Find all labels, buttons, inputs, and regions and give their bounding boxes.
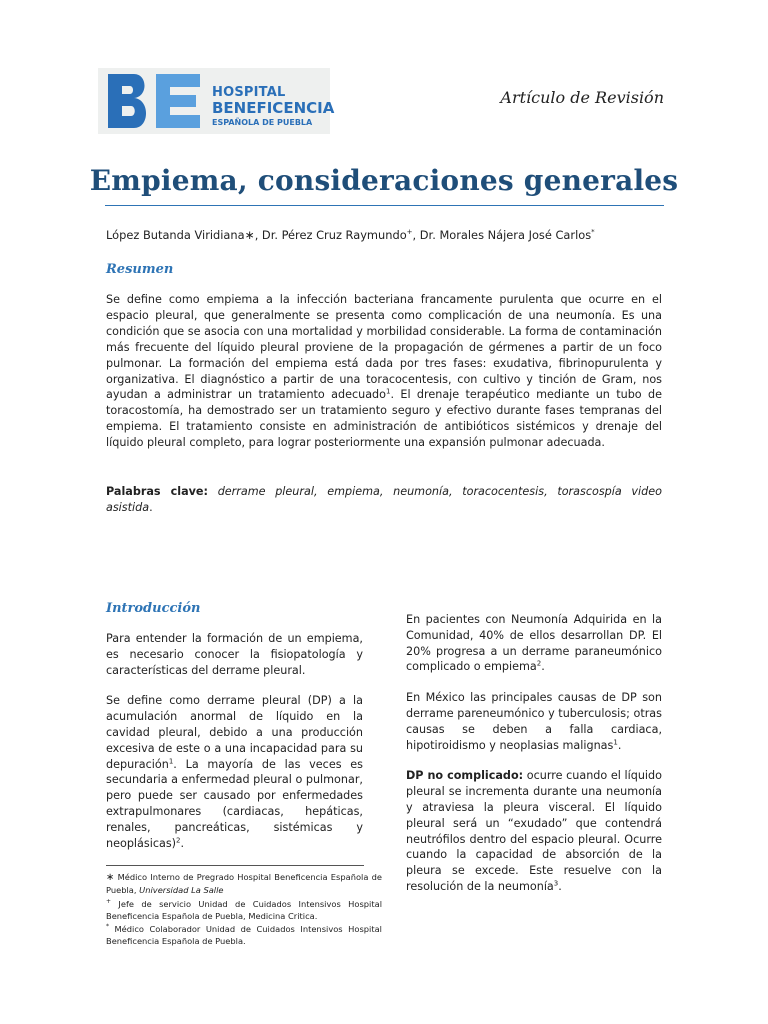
keywords-end: . (149, 501, 153, 514)
right-paragraph-1 (406, 612, 662, 675)
abstract-heading: Resumen (106, 262, 174, 277)
author-1: López Butanda Viridiana (106, 228, 245, 242)
intro-paragraph-2 (106, 693, 363, 851)
logo-text (212, 86, 334, 128)
logo-mark-icon (104, 70, 204, 132)
right-paragraph-3 (406, 768, 662, 894)
footnotes (106, 871, 382, 949)
intro-paragraph-1: Para entender la formación de un empiema, es necesario conocer la fisiopatología y características del derrame pleural. (106, 632, 363, 677)
keywords-list: derrame pleural, empiema, neumonía, toracocentesis, torascospía video asistida (106, 485, 662, 514)
right-column (406, 612, 662, 910)
footnote-3-text: Médico Colaborador Unidad de Cuidados Intensivos Hospital Beneficencia Española de Puebla. (106, 924, 382, 947)
intro-p2-ref-2: 2 (176, 835, 181, 844)
abstract-ref-1: 1 (386, 387, 391, 396)
footnote-2-mark: + (106, 897, 112, 905)
footnote-1-institution: Universidad La Salle (139, 885, 224, 896)
footnote-2 (106, 898, 382, 923)
keywords (106, 484, 662, 516)
author-3: , Dr. Morales Nájera José Carlos (412, 228, 592, 242)
intro-p2-text-a: Se define como derrame pleural (DP) a la acumulación anormal de líquido en la cavidad pleural, debido a una producción excesiva de este o a una incapacidad para su depuración (106, 694, 363, 771)
keywords-label: Palabras clave: (106, 485, 208, 498)
footnote-divider (106, 865, 364, 866)
article-title: Empiema, consideraciones generales (89, 164, 679, 197)
hospital-logo (98, 68, 335, 134)
right-p1-text: En pacientes con Neumonía Adquirida en la Comunidad, 40% de ellos desarrollan DP. El 20% progresa a un derrame paraneumónico complicado o empiema (406, 613, 662, 674)
right-p3-ref: 3 (553, 879, 559, 888)
footnote-1 (106, 871, 382, 897)
footnote-3-mark: * (106, 923, 109, 931)
intro-p2-text-b: . La mayoría de las veces es secundaria a enfermedad pleural o pulmonar, pero puede ser causado por enfermedades extrapulmonares (cardiacas, hepáticas, renales, pancreáticas, sistémicas y neoplásicas) (106, 757, 363, 850)
right-p2-text: En México las principales causas de DP son derrame pareneumónico y tuberculosis; otras causas se deben a falla cardiaca, hipotiroidismo y neoplasias malignas (406, 691, 662, 752)
dp-no-complicado-label: DP no complicado: (406, 769, 524, 783)
intro-p2-ref: 1 (168, 756, 174, 765)
right-p3-end: . (558, 879, 562, 893)
title-divider (105, 205, 664, 206)
footnote-1-text: Médico Interno de Pregrado Hospital Beneficencia Española de Puebla, (106, 872, 382, 896)
right-p1-end: . (541, 660, 545, 674)
abstract-text (106, 292, 662, 451)
author-2: , Dr. Pérez Cruz Raymundo (254, 228, 407, 242)
logo-line-beneficencia: BENEFICENCIA (212, 99, 335, 117)
footnote-1-mark: ∗ (106, 872, 115, 883)
logo-line-hospital: HOSPITAL (212, 85, 286, 100)
footnote-3 (106, 923, 382, 948)
abstract-part-1: Se define como empiema a la infección bacteriana francamente purulenta que ocurre en el espacio pleural, que generalmente se presenta como complicación de una neumonía. Es una condición que se asocia con una mortalidad y morbilidad considerable. La forma de contaminación más frecuente del líquido pleural proviene de la propagación de gérmenes a partir de un foco pulmonar. La formación del empiema está dada por tres fases: exudativa, fibrinopurulenta y organizativa. El diagnóstico a partir de una toracocentesis, con cultivo y tinción de Gram, nos ayudan a administrar un tratamiento adecuado (106, 293, 662, 402)
author-list (106, 228, 666, 242)
abstract-part-2: . El drenaje terapéutico mediante un tubo de toracostomía, ha demostrado ser un tratamiento seguro y efectivo durante fases tempranas del empiema. El tratamiento consiste en administración de antibióticos sistémicos y drenaje del líquido pleural completo, para lograr posteriormente una expansión pulmonar adecuada. (106, 388, 662, 450)
intro-heading: Introducción (106, 601, 201, 616)
left-column (106, 631, 363, 866)
right-p2-end: . (617, 738, 622, 752)
article-type: Artículo de Revisión (500, 88, 664, 107)
right-p1-ref: 2 (536, 659, 542, 668)
footnote-2-text: Jefe de servicio Unidad de Cuidados Intensivos Hospital Beneficencia Española de Puebla, Medicina Critica. (106, 898, 382, 921)
author-2-mark: + (406, 228, 413, 237)
right-p2-ref: 1 (613, 737, 618, 746)
author-1-mark: ∗ (244, 228, 255, 242)
intro-p2-text-c: . (180, 836, 185, 850)
logo-line-espanola: ESPAÑOLA DE PUEBLA (212, 118, 313, 127)
right-paragraph-2 (406, 690, 662, 753)
right-p3-text: ocurre cuando el líquido pleural se incrementa durante una neumonía y atraviesa la pleura visceral. El líquido pleural será un “exudado” que contendrá neutrófilos dentro del espacio pleural. Ocurre cuando la capacidad de absorción de la pleura se excede. Este resuelve con la resolución de la neumonía (406, 769, 662, 893)
author-3-mark: * (591, 228, 595, 237)
